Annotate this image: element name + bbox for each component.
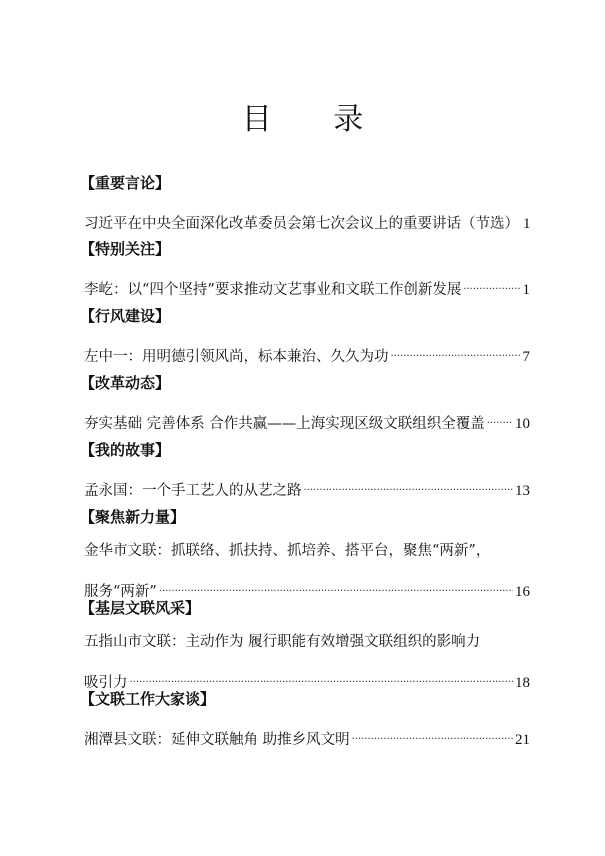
page-number: 16 [515, 584, 530, 600]
toc-entry[interactable] [84, 272, 530, 298]
section-heading: 【文联工作大家谈】 [80, 690, 216, 708]
entry-title: 左中一：用明德引领风尚，标本兼治、久久为功 [84, 349, 389, 365]
entry-title-continued: 吸引力 [84, 675, 128, 691]
dot-leader [352, 722, 513, 744]
entry-title-continued: 服务“两新” [84, 584, 157, 600]
entry-title: 习近平在中央全面深化改革委员会第七次会议上的重要讲话（节选） [84, 216, 519, 232]
page-number: 7 [522, 349, 530, 365]
section-heading: 【我的故事】 [80, 441, 171, 459]
page-number: 1 [522, 282, 530, 298]
toc-entry-line [84, 540, 530, 562]
toc-section-discussion [80, 688, 530, 748]
toc-entry[interactable] [84, 631, 530, 691]
toc-entry[interactable] [84, 206, 531, 232]
dot-leader [304, 473, 514, 495]
toc-entry-line [84, 206, 531, 232]
page-number: 1 [523, 216, 531, 232]
toc-entry[interactable] [84, 473, 530, 499]
entry-title: 金华市文联：抓联络、抓扶持、抓培养、搭平台，聚焦“两新”， [84, 543, 491, 559]
toc-section-new-forces [80, 506, 530, 600]
toc-section-my-story [80, 439, 530, 499]
section-heading: 【行风建设】 [80, 307, 171, 325]
dot-leader [159, 574, 513, 596]
page-number: 13 [515, 483, 530, 499]
toc-entry-line [84, 574, 530, 600]
section-heading: 【特别关注】 [80, 240, 171, 258]
page-title: 目 录 [241, 102, 390, 137]
toc-entry[interactable] [84, 722, 530, 748]
entry-title: 李屹：以“四个坚持”要求推动文艺事业和文联工作创新发展 [84, 282, 462, 298]
toc-entry-line [84, 665, 530, 691]
section-heading: 【改革动态】 [80, 374, 171, 392]
section-heading: 【重要言论】 [80, 174, 171, 192]
entry-title: 夯实基础 完善体系 合作共赢——上海实现区级文联组织全覆盖 [84, 416, 485, 432]
toc-entry[interactable] [84, 540, 530, 600]
toc-entry-line [84, 272, 530, 298]
page-number: 10 [515, 416, 530, 432]
toc-entry-line [84, 473, 530, 499]
toc-section-grassroots [80, 597, 530, 691]
dot-leader [463, 272, 520, 294]
dot-leader [130, 665, 514, 687]
toc-section-reform-news [80, 372, 530, 432]
dot-leader [391, 339, 521, 361]
toc-entry-line [84, 406, 530, 432]
page-number: 18 [515, 675, 530, 691]
entry-title: 孟永国：一个手工艺人的从艺之路 [84, 483, 302, 499]
section-heading: 【聚焦新力量】 [80, 508, 186, 526]
toc-section-important-speeches [80, 172, 531, 232]
toc-entry[interactable] [84, 406, 530, 432]
page-number: 21 [515, 732, 530, 748]
section-heading: 【基层文联风采】 [80, 599, 201, 617]
toc-entry-line [84, 722, 530, 748]
entry-title: 五指山市文联：主动作为 履行职能有效增强文联组织的影响力 [84, 634, 481, 650]
toc-section-special-focus [80, 238, 530, 298]
toc-section-conduct-building [80, 305, 530, 365]
dot-leader [487, 406, 513, 428]
toc-entry-line [84, 339, 530, 365]
toc-entry[interactable] [84, 339, 530, 365]
entry-title: 湘潭县文联：延伸文联触角 助推乡风文明 [84, 732, 350, 748]
toc-entry-line [84, 631, 530, 653]
